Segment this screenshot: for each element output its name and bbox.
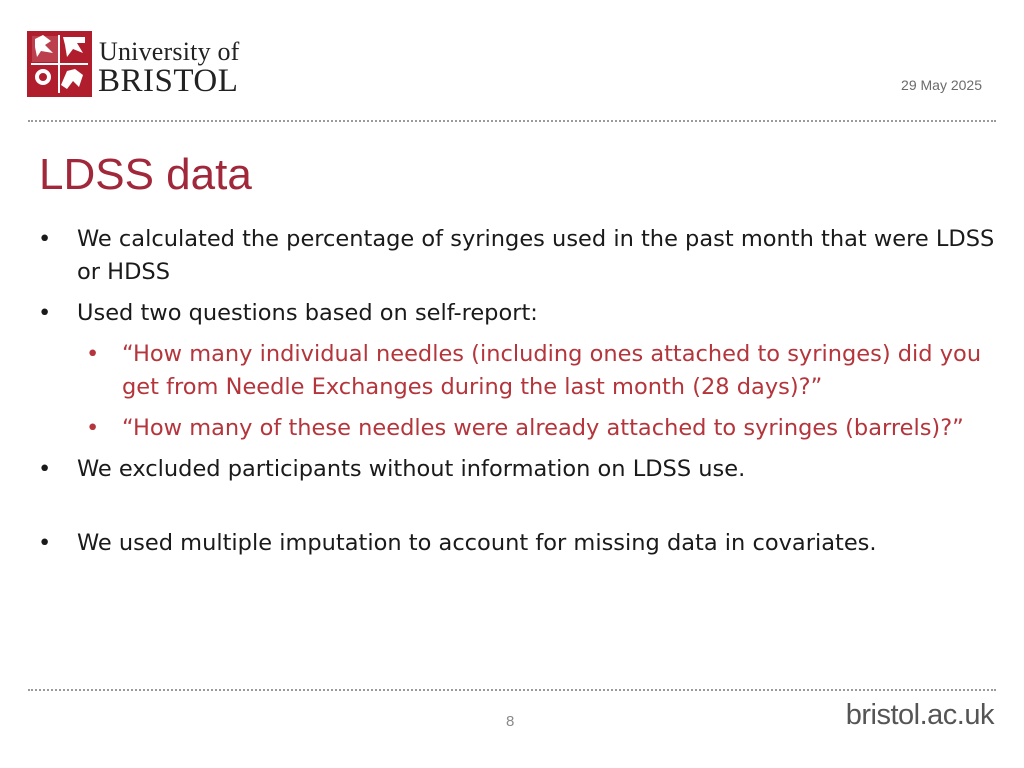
bullet-text: Used two questions based on self-report: [77,300,538,326]
bullet-text: We calculated the percentage of syringes used in the past month that were LDSS or HDSS [77,226,995,285]
bullet-text: We excluded participants without information on LDSS use. [77,456,746,482]
bullet-item [38,297,998,330]
sub-bullet-item [38,338,998,404]
bullet-item [38,453,998,486]
bullet-item [38,223,998,289]
site-url: bristol.ac.uk [845,699,994,731]
bullet-marker: • [38,226,52,252]
footer-divider [28,689,996,691]
university-logo [27,31,247,97]
sub-bullet-text: “How many individual needles (including ones attached to syringes) did you get from Needle Exchanges during the last month (28 days)?” [122,341,982,400]
sub-bullet-marker: • [86,415,100,441]
sub-bullet-text: “How many of these needles were already attached to syringes (barrels)?” [122,415,964,441]
slide-date: 29 May 2025 [901,77,982,93]
sub-bullet-marker: • [86,341,100,367]
slide-body [38,223,998,568]
sub-bullet-item [38,412,998,445]
logo-text-line2: BRISTOL [98,63,239,99]
spacer [38,494,998,527]
bullet-text: We used multiple imputation to account for missing data in covariates. [77,530,877,556]
logo-text-line1: University of [99,37,240,66]
slide-title: LDSS data [39,150,252,199]
bullet-marker: • [38,300,52,326]
header-divider [28,120,996,122]
crest-icon [27,31,92,97]
bullet-marker: • [38,456,52,482]
page-number: 8 [506,713,515,730]
bullet-marker: • [38,530,52,556]
bullet-item [38,527,998,560]
